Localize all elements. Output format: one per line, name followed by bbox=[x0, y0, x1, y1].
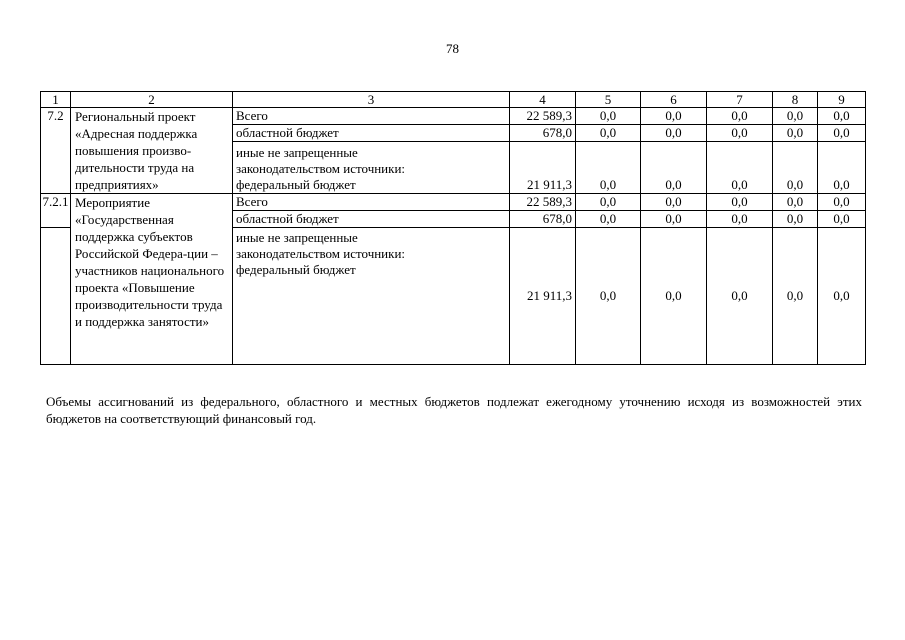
source-label: областной бюджет bbox=[233, 125, 510, 142]
value-cell: 678,0 bbox=[510, 125, 576, 142]
table-row bbox=[41, 108, 866, 125]
value-cell: 678,0 bbox=[510, 211, 576, 228]
value-cell: 0,0 bbox=[576, 228, 641, 365]
header-cell: 4 bbox=[510, 92, 576, 108]
value-cell: 0,0 bbox=[773, 194, 818, 211]
header-cell: 2 bbox=[71, 92, 233, 108]
value-cell: 0,0 bbox=[707, 228, 773, 365]
header-cell: 8 bbox=[773, 92, 818, 108]
value-cell: 0,0 bbox=[707, 142, 773, 194]
value-cell: 0,0 bbox=[773, 211, 818, 228]
source-label bbox=[233, 142, 510, 194]
value-cell: 0,0 bbox=[773, 125, 818, 142]
header-cell: 7 bbox=[707, 92, 773, 108]
value-cell: 0,0 bbox=[641, 142, 707, 194]
value-cell: 21 911,3 bbox=[510, 228, 576, 365]
section-name: Мероприятие «Государственная поддержка субъектов Российской Федера-ции – участников национального проекта «Повышение производительности труда и поддержка занятости» bbox=[71, 194, 233, 365]
value-cell: 22 589,3 bbox=[510, 108, 576, 125]
value-cell: 0,0 bbox=[707, 125, 773, 142]
section-name: Региональный проект «Адресная поддержка повышения произво-дительности труда на предприятиях» bbox=[71, 108, 233, 194]
value-cell: 22 589,3 bbox=[510, 194, 576, 211]
value-cell: 0,0 bbox=[576, 211, 641, 228]
section-code: 7.2.1 bbox=[41, 194, 71, 228]
header-row bbox=[41, 92, 866, 108]
value-cell: 0,0 bbox=[773, 108, 818, 125]
value-cell: 0,0 bbox=[818, 194, 866, 211]
source-label: Всего bbox=[233, 194, 510, 211]
page-number: 78 bbox=[446, 41, 459, 56]
value-cell: 0,0 bbox=[773, 142, 818, 194]
value-cell: 0,0 bbox=[641, 211, 707, 228]
value-cell: 21 911,3 bbox=[510, 142, 576, 194]
table-row bbox=[41, 194, 866, 211]
source-label: Всего bbox=[233, 108, 510, 125]
value-cell: 0,0 bbox=[576, 108, 641, 125]
value-cell: 0,0 bbox=[773, 228, 818, 365]
source-label bbox=[233, 228, 510, 365]
source-label: областной бюджет bbox=[233, 211, 510, 228]
value-cell: 0,0 bbox=[818, 211, 866, 228]
source-line: иные не запрещенные bbox=[236, 145, 358, 160]
header-cell: 6 bbox=[641, 92, 707, 108]
value-cell: 0,0 bbox=[818, 228, 866, 365]
value-cell: 0,0 bbox=[641, 108, 707, 125]
value-cell: 0,0 bbox=[641, 194, 707, 211]
source-line: федеральный бюджет bbox=[236, 262, 356, 277]
source-line: федеральный бюджет bbox=[236, 177, 356, 192]
value-cell: 0,0 bbox=[818, 125, 866, 142]
spacer bbox=[236, 278, 506, 364]
header-cell: 5 bbox=[576, 92, 641, 108]
source-line: законодательством источники: bbox=[236, 161, 406, 176]
source-line: законодательством источники: bbox=[236, 246, 406, 261]
footnote-paragraph: Объемы ассигнований из федерального, областного и местных бюджетов подлежат ежегодному уточнению исходя из возможностей этих бюджетов на соответствующий финансовый год. bbox=[46, 394, 862, 426]
value-cell: 0,0 bbox=[576, 142, 641, 194]
value-cell: 0,0 bbox=[641, 228, 707, 365]
budget-table bbox=[40, 91, 866, 365]
value-cell: 0,0 bbox=[576, 194, 641, 211]
header-cell: 1 bbox=[41, 92, 71, 108]
value-cell: 0,0 bbox=[707, 211, 773, 228]
value-cell: 0,0 bbox=[818, 142, 866, 194]
value-cell: 0,0 bbox=[641, 125, 707, 142]
empty-code-cell bbox=[41, 228, 71, 365]
value-cell: 0,0 bbox=[818, 108, 866, 125]
value-cell: 0,0 bbox=[707, 194, 773, 211]
value-cell: 0,0 bbox=[707, 108, 773, 125]
source-line: иные не запрещенные bbox=[236, 230, 358, 245]
header-cell: 3 bbox=[233, 92, 510, 108]
value-cell: 0,0 bbox=[576, 125, 641, 142]
section-code: 7.2 bbox=[41, 108, 71, 194]
header-cell: 9 bbox=[818, 92, 866, 108]
